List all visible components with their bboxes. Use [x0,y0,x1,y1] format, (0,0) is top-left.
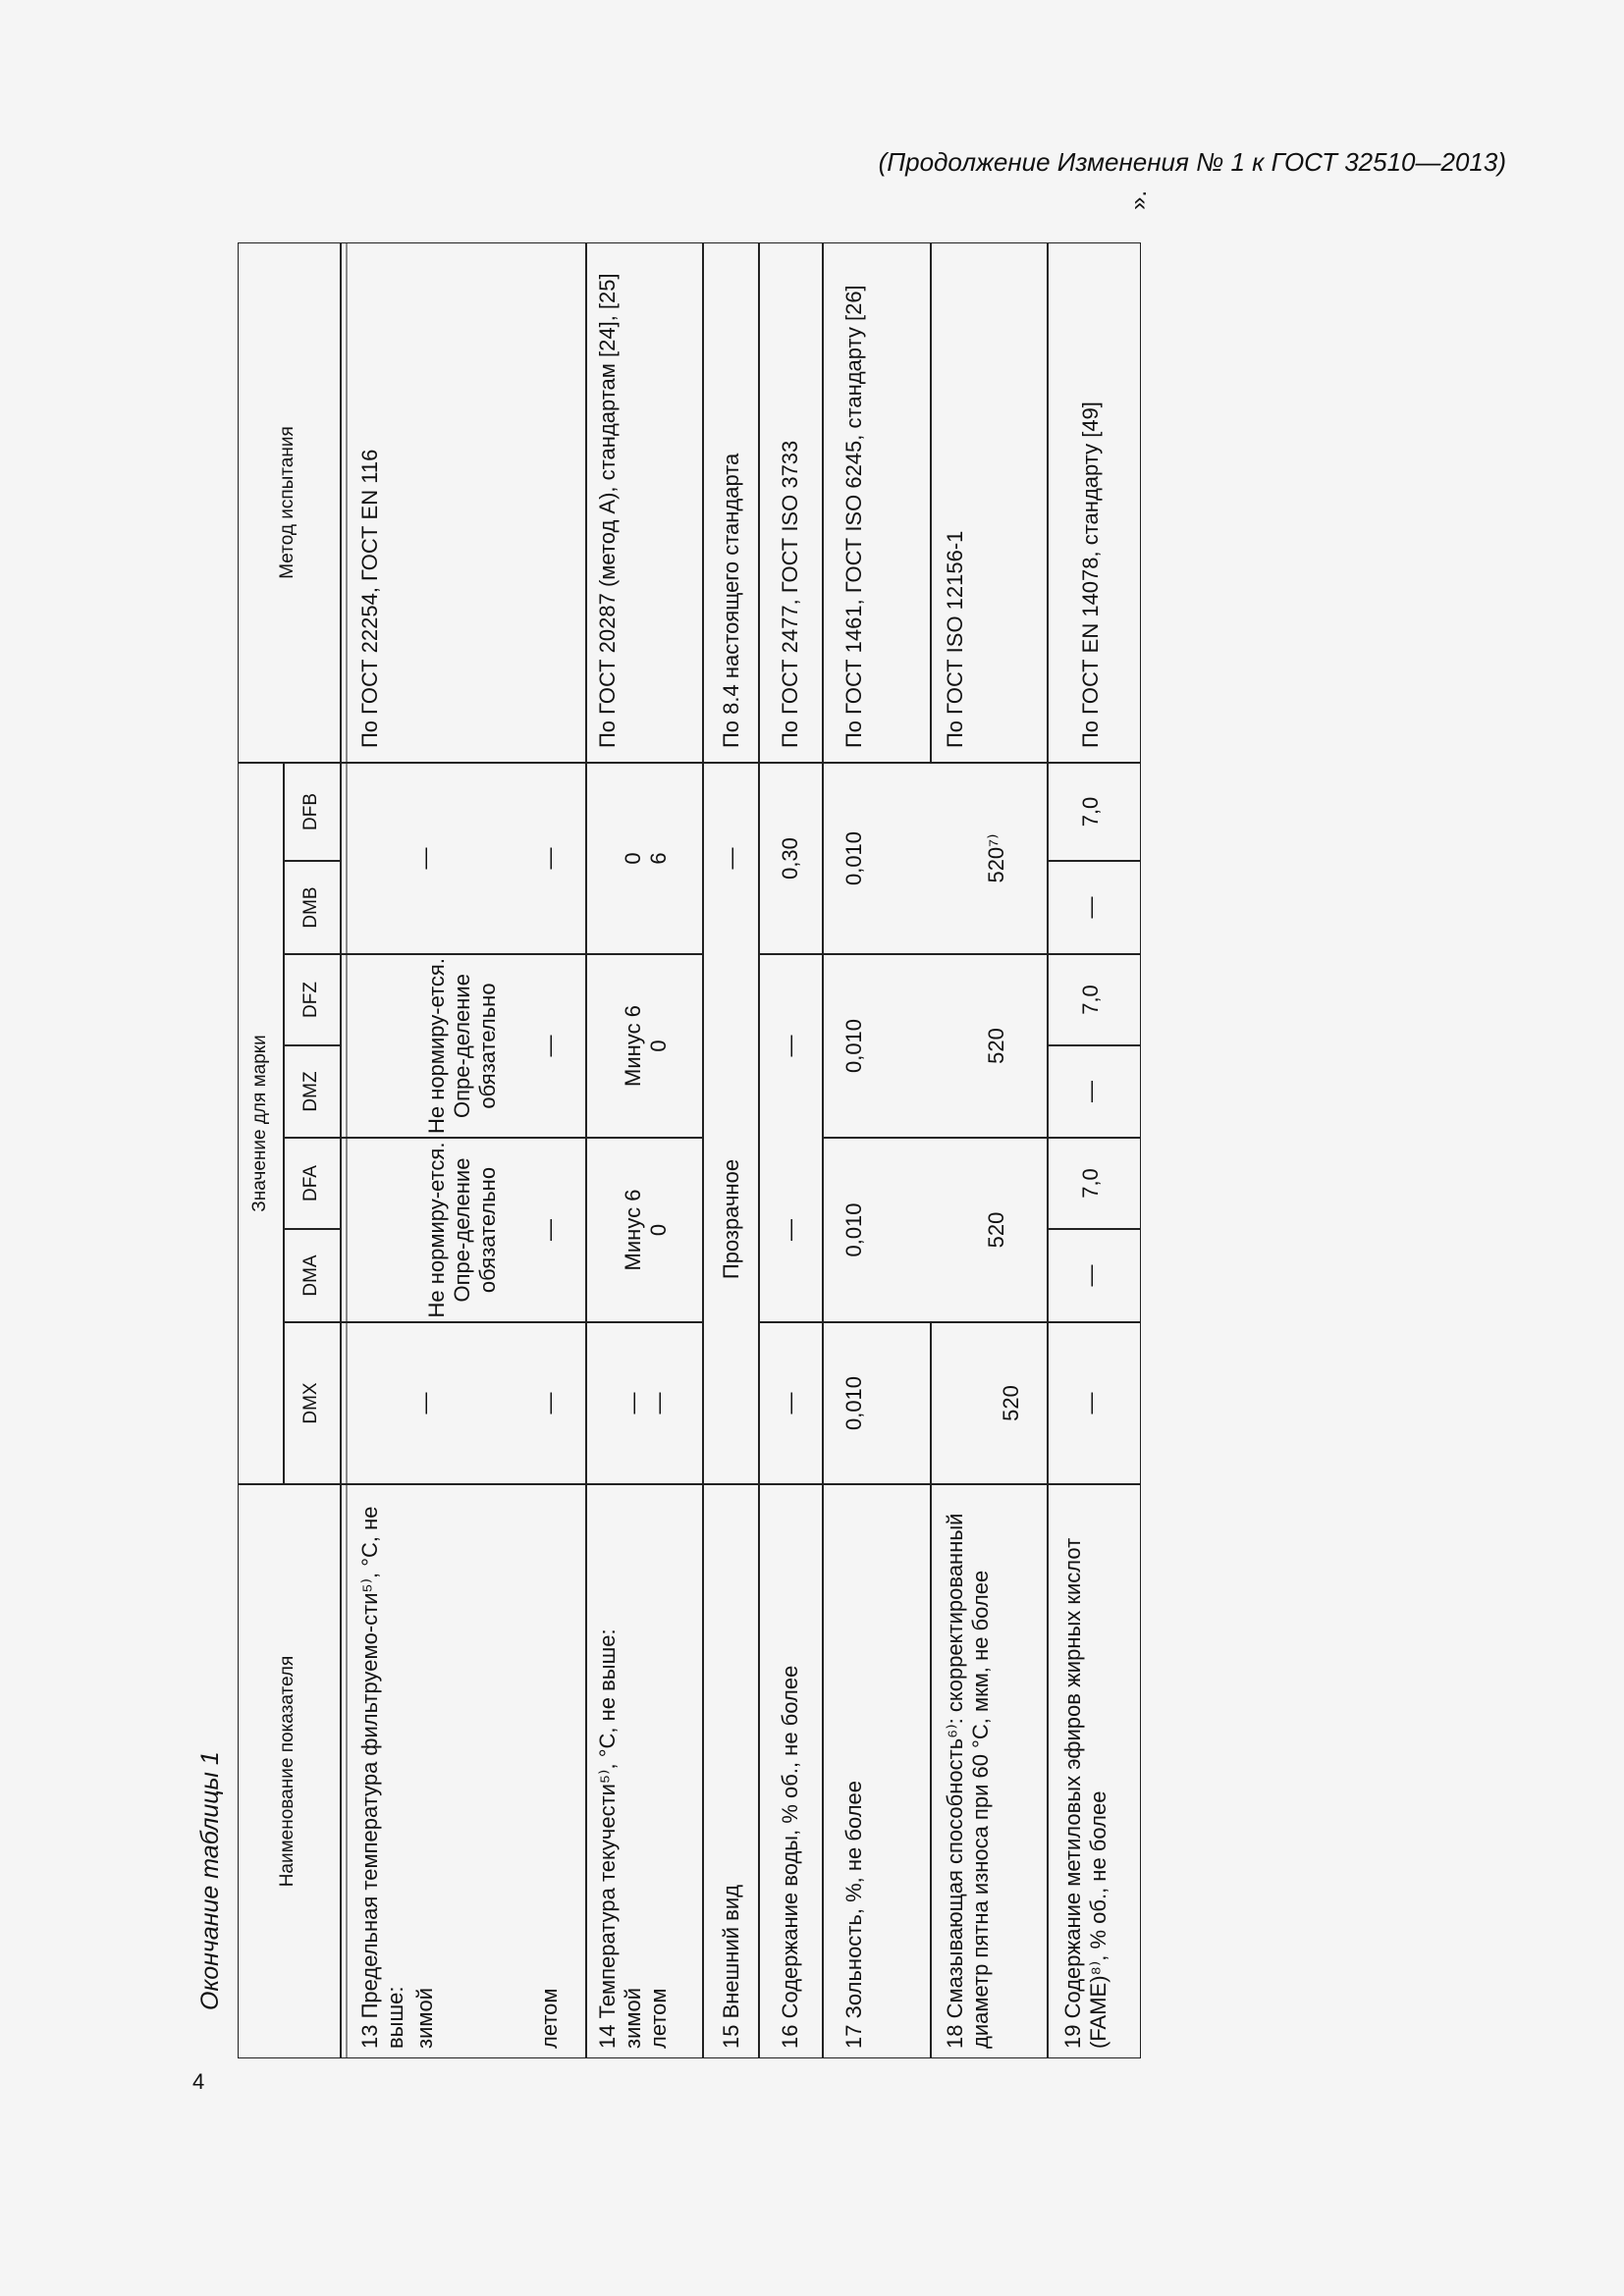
r17-dma-dfa: 0,010 [841,1202,866,1257]
grade-dmx: DMX [300,1382,321,1424]
r19-dmb: — [1078,896,1103,919]
r14-summer: летом [646,1988,671,2049]
col-header-method: Метод испытания [277,426,298,579]
r13-winter: зимой [412,1987,437,2049]
r17-name: 17 Зольность, %, не более [841,1780,866,2049]
r15-dmb-dfb: — [719,847,743,870]
r18-method: По ГОСТ ISO 12156-1 [943,530,967,748]
page-number: 4 [192,2069,205,2094]
r13-method: По ГОСТ 22254, ГОСТ EN 116 [357,449,382,748]
grade-dfz: DFZ [300,982,321,1018]
r15-name: 15 Внешний вид [719,1885,743,2049]
r19-dmx: — [1078,1392,1103,1415]
r18-dma-dfa: 520 [984,1211,1008,1249]
r19-dfa: 7,0 [1078,1168,1103,1199]
r14-dma-dfa: Минус 6 0 [621,1189,671,1271]
col-header-name: Наименование показателя [277,1655,298,1888]
r16-dmz-dfz: — [778,1035,802,1057]
r19-dfz: 7,0 [1078,985,1103,1015]
r17-dmb-dfb: 0,010 [841,830,866,886]
r14-method: По ГОСТ 20287 (метод А), стандартам [24], [25] [595,273,620,748]
r13-dmz-dfz-summer: — [537,1035,562,1057]
r16-method: По ГОСТ 2477, ГОСТ ISO 3733 [778,440,802,748]
r19-dmz: — [1078,1081,1103,1102]
r18-dmx: 520 [999,1385,1023,1421]
grade-dfa: DFA [300,1165,321,1201]
r17-dmx: 0,010 [841,1375,866,1431]
r19-dma: — [1078,1264,1103,1287]
col-header-value: Значение для марки [249,1035,270,1212]
r13-summer: летом [537,1988,562,2049]
r16-dmb-dfb: 0,30 [778,837,802,880]
r14-dmx: — — [621,1392,671,1415]
table-caption: Окончание таблицы 1 [196,1751,224,2010]
r13-dmb-dfb-winter: — [412,847,437,870]
r17-dmz-dfz: 0,010 [841,1018,866,1074]
r18-name: 18 Смазывающая способность⁶⁾: скорректированный диаметр пятна износа при 60 °С, мкм, не более [943,1513,993,2049]
r14-dmb-dfb: 0 6 [621,852,671,865]
r16-dma-dfa: — [778,1219,802,1241]
closing-quote: ». [1125,189,1152,210]
r13-dma-dfa-winter: Не нормиру-ется. Опре-деление обязательно [424,1142,500,1318]
r13-name: 13 Предельная температура фильтруемо-сти⁵⁾, °С, не выше: [357,1506,407,2049]
r15-method: По 8.4 настоящего стандарта [719,453,743,748]
r13-dmb-dfb-summer: — [537,847,562,870]
r14-winter: зимой [621,1987,645,2049]
grade-dmz: DMZ [300,1071,321,1112]
r18-dmz-dfz: 520 [984,1028,1008,1064]
r19-name: 19 Содержание метиловых эфиров жирных кислот (FAME)⁸⁾, % об., не более [1060,1537,1110,2049]
properties-table [238,242,1141,2058]
r17-method: По ГОСТ 1461, ГОСТ ISO 6245, стандарту [26] [841,285,866,748]
continuation-header: (Продолжение Изменения № 1 к ГОСТ 32510—2013) [878,147,1506,177]
grade-dma: DMA [300,1255,321,1297]
r13-dmz-dfz-winter: Не нормиру-ется. Опре-деление обязательно [424,958,500,1134]
r14-dmz-dfz: Минус 6 0 [621,1005,671,1087]
grade-dmb: DMB [300,886,321,929]
r16-name: 16 Содержание воды, % об., не более [778,1665,802,2049]
r15-dma-dfz: Прозрачное [719,1158,743,1280]
grade-dfb: DFB [300,793,321,830]
r14-name: 14 Температура текучести⁵⁾, °С, не выше: [595,1629,620,2049]
r13-dmx-winter: — [412,1392,437,1415]
r19-dfb: 7,0 [1078,796,1103,828]
r18-dmb-dfb: 520⁷⁾ [984,833,1008,883]
r16-dmx: — [778,1392,802,1415]
r19-method: По ГОСТ EN 14078, стандарту [49] [1078,401,1103,748]
r13-dmx-summer: — [537,1392,562,1415]
r13-dma-dfa-summer: — [537,1219,562,1241]
